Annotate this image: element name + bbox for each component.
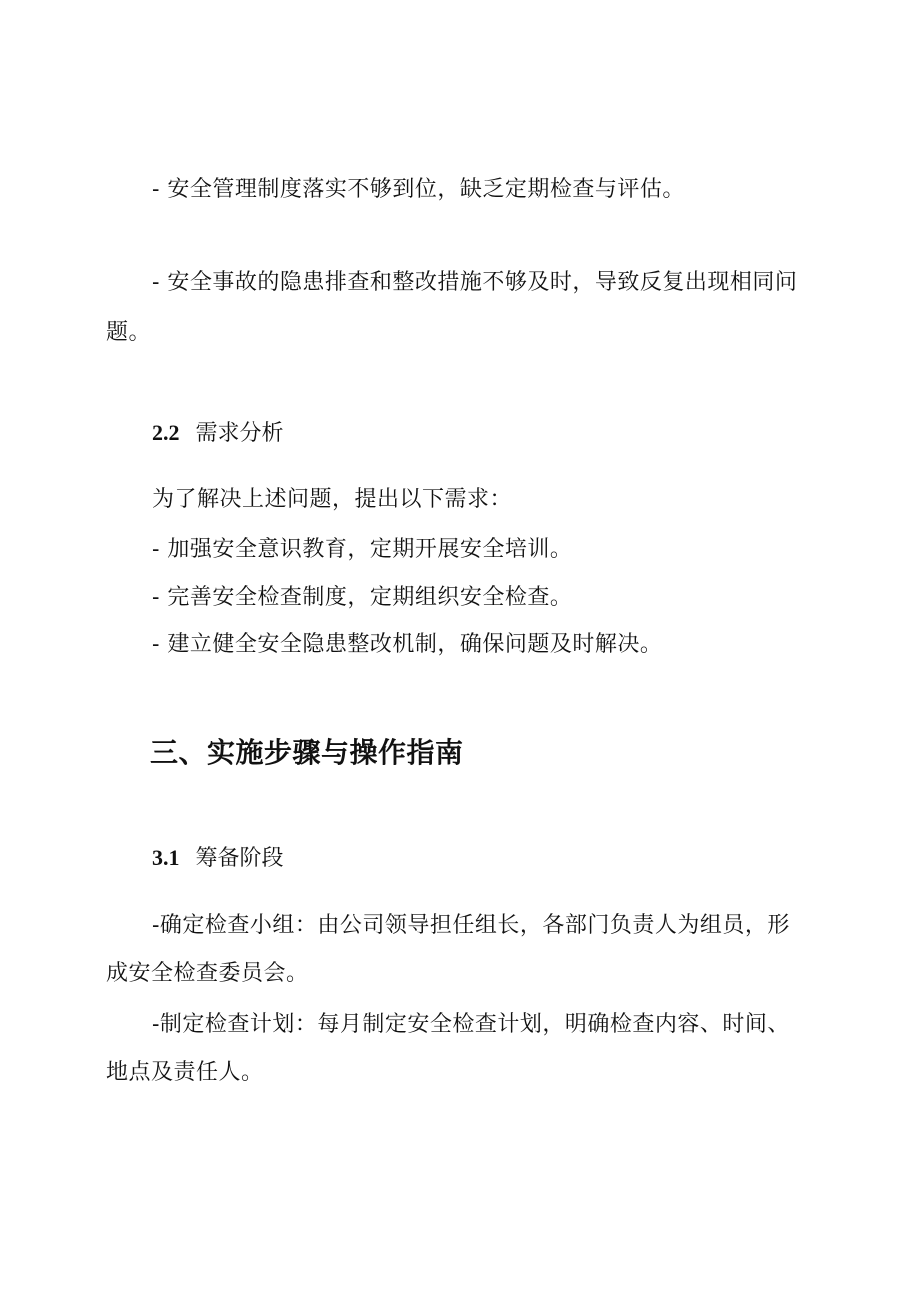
list-item-continuation: 题。 (106, 320, 152, 345)
list-item: - 完善安全检查制度，定期组织安全检查。 (152, 585, 573, 610)
list-item: - 加强安全意识教育，定期开展安全培训。 (152, 537, 573, 562)
list-item-continuation: 成安全检查委员会。 (106, 961, 309, 986)
list-item: - 安全事故的隐患排查和整改措施不够及时，导致反复出现相同问 (152, 270, 798, 295)
section-heading-3-1 (152, 843, 284, 874)
list-item: - 建立健全安全隐患整改机制，确保问题及时解决。 (152, 632, 663, 657)
section-title: 需求分析 (195, 421, 284, 446)
chapter-heading-3: 三、实施步骤与操作指南 (150, 736, 464, 769)
section-number: 3.1 (152, 845, 180, 870)
list-item: - 安全管理制度落实不够到位，缺乏定期检查与评估。 (152, 177, 685, 202)
section-heading-2-2 (152, 418, 284, 449)
section-title: 筹备阶段 (195, 846, 284, 871)
paragraph: 为了解决上述问题，提出以下需求： (152, 487, 513, 512)
list-item: -制定检查计划：每月制定安全检查计划，明确检查内容、时间、 (152, 1012, 790, 1037)
list-item-continuation: 地点及责任人。 (106, 1060, 264, 1085)
section-number: 2.2 (152, 420, 180, 445)
list-item: -确定检查小组：由公司领导担任组长，各部门负责人为组员，形 (152, 913, 790, 938)
